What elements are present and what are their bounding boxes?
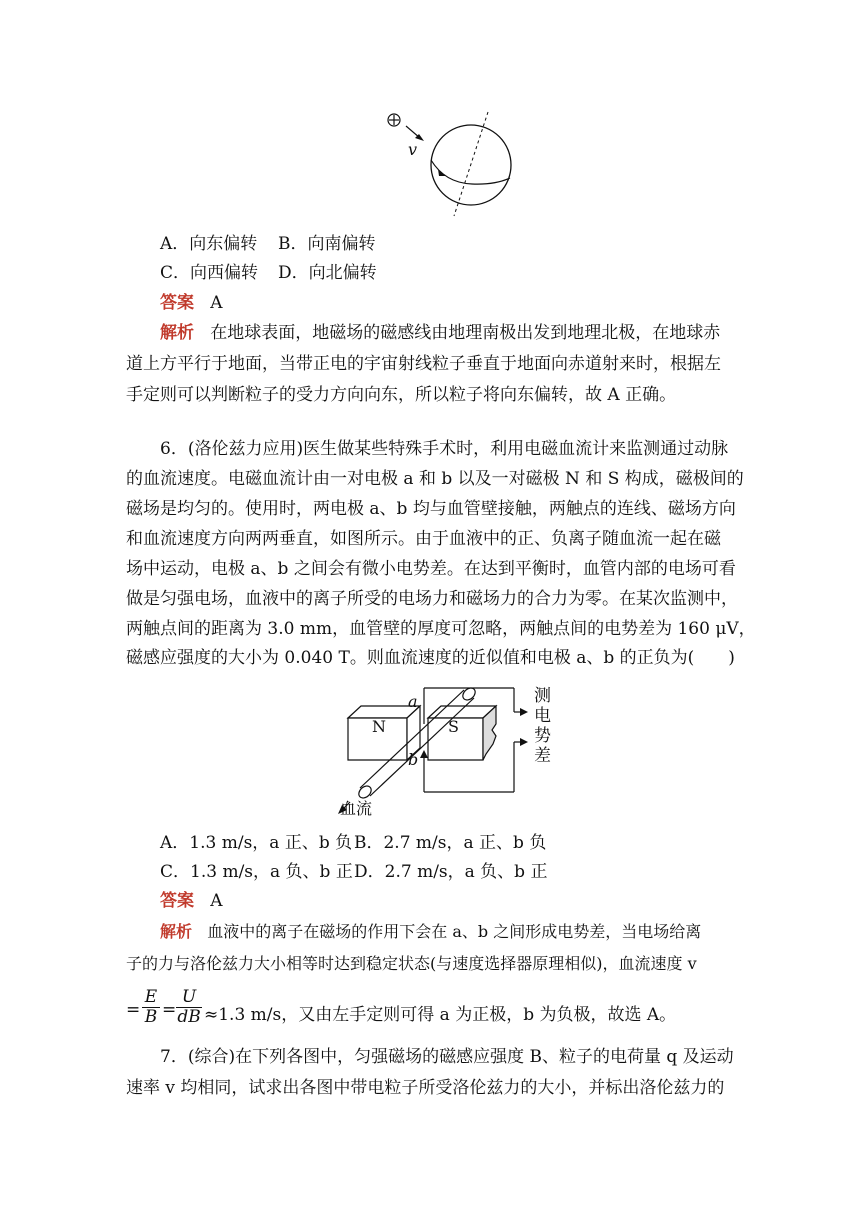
q5-analysis-line-2: 道上方平行于地面，当带正电的宇宙射线粒子垂直于地面向赤道射来时，根据左 [126, 354, 721, 374]
q7-stem-line-1: 7．(综合)在下列各图中，匀强磁场的磁感应强度 B、粒子的电荷量 q 及运动 [160, 1047, 734, 1067]
velocity-label: v [408, 140, 418, 159]
answer-label: 答案 [160, 293, 194, 313]
q7-stem-line-2: 速率 v 均相同，试求出各图中带电粒子所受洛伦兹力的大小，并标出洛伦兹力的 [126, 1078, 725, 1098]
magnet-s-label: S [448, 717, 459, 736]
q5-option-b: B．向南偏转 [278, 234, 376, 254]
q6-stem-line-1: 6．(洛伦兹力应用)医生做某些特殊手术时，利用电磁血流计来监测通过动脉 [160, 439, 729, 459]
answer-value: A [210, 293, 223, 313]
q6-stem-line-4: 和血流速度方向两两垂直，如图所示。由于血液中的正、负离子随血流一起在磁 [126, 529, 721, 549]
measure-label: 测 电 势 差 [534, 686, 551, 766]
q5-analysis-line-1: 解析 在地球表面，地磁场的磁感线由地理南极出发到地理北极，在地球赤 [160, 323, 721, 343]
q6-option-c: C．1.3 m/s，a 负、b 正 [160, 862, 353, 882]
q6-stem-line-3: 磁场是均匀的。使用时，两电极 a、b 均与血管壁接触，两触点的连线、磁场方向 [126, 499, 736, 519]
q5-option-a: A．向东偏转 [160, 234, 258, 254]
q6-analysis-line-2: 子的力与洛伦兹力大小相等时达到稳定状态(与速度选择器原理相似)，血流速度 v [126, 954, 697, 973]
q6-stem-line-2: 的血流速度。电磁血流计由一对电极 a 和 b 以及一对磁极 N 和 S 构成，磁极间的 [126, 469, 744, 489]
q5-analysis-line-3: 手定则可以判断粒子的受力方向向东，所以粒子将向东偏转，故 A 正确。 [126, 385, 677, 405]
earth-diagram [380, 108, 520, 220]
q6-option-d: D．2.7 m/s，a 负、b 正 [354, 862, 548, 882]
q5-answer [160, 292, 223, 314]
answer-label: 答案 [160, 891, 194, 911]
q6-option-b: B．2.7 m/s，a 正、b 负 [354, 833, 547, 853]
fraction-e-over-b: $\frac{E}{B}$ [142, 988, 160, 1027]
flowmeter-figure [336, 684, 576, 824]
q6-stem-line-8: 磁感应强度的大小为 0.040 T。则血流速度的近似值和电极 a、b 的正负为( ) [126, 648, 735, 668]
magnet-n-label: N [372, 717, 386, 736]
q6-stem-line-6: 做是匀强电场，血液中的离子所受的电场力和磁场力的合力为零。在某次监测中， [126, 589, 738, 609]
q6-answer [160, 890, 223, 912]
q5-option-d: D．向北偏转 [278, 263, 377, 283]
q5-option-c: C．向西偏转 [160, 263, 259, 283]
q6-stem-line-5: 场中运动，电极 a、b 之间会有微小电势差。在达到平衡时，血管内部的电场可看 [126, 559, 736, 579]
earth-figure [380, 108, 520, 220]
answer-value: A [210, 891, 223, 911]
velocity-formula: = $\frac{E}{B}$ = $\frac{U}{dB}$ ≈1.3 m/s，又由左手定则可得 a 为正极，b 为负极，故选 A。 [126, 987, 677, 1027]
q6-stem-line-7: 两触点间的距离为 3.0 mm，血管壁的厚度可忽略，两触点间的电势差为 160 μV， [126, 619, 756, 639]
analysis-label: 解析 [160, 922, 193, 941]
flow-label: 血流 [340, 799, 373, 818]
q6-analysis-line-1: 解析 血液中的离子在磁场的作用下会在 a、b 之间形成电势差，当电场给离 [160, 922, 702, 941]
analysis-label: 解析 [160, 323, 194, 343]
fraction-u-over-db: $\frac{U}{dB}$ [177, 987, 201, 1027]
electrode-a-label: a [408, 692, 418, 711]
electrode-b-label: b [408, 750, 419, 769]
q6-option-a: A．1.3 m/s，a 正、b 负 [160, 833, 353, 853]
